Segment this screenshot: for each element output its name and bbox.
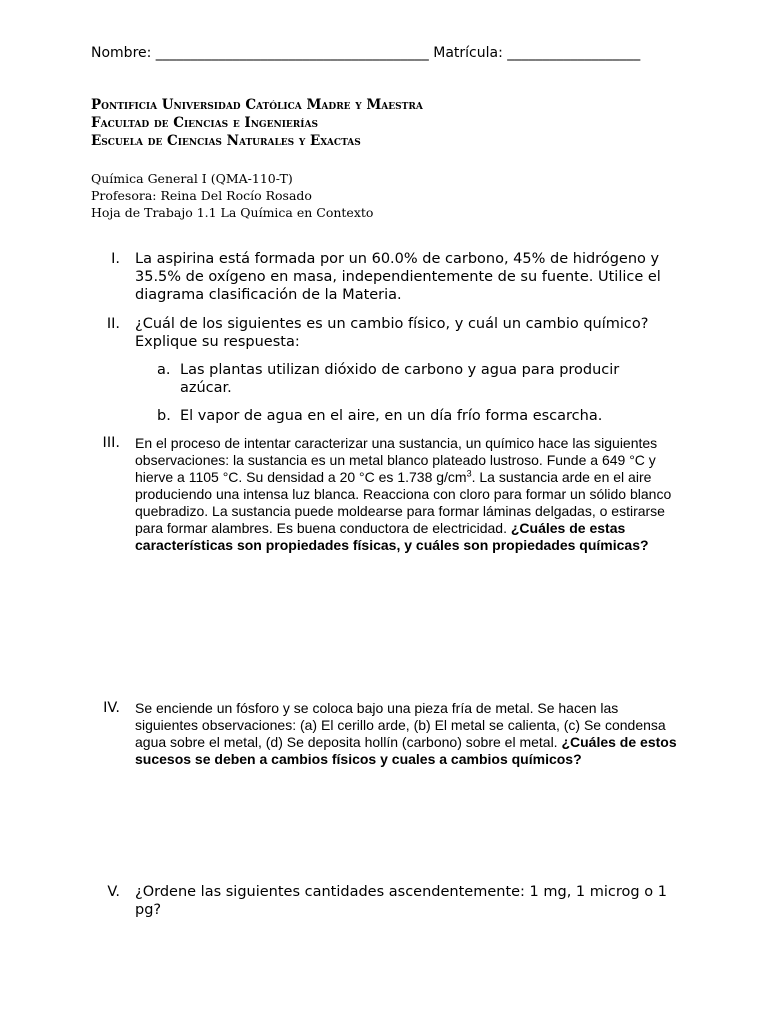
matricula-blank: ___________________ — [507, 45, 641, 61]
question-text: ¿Ordene las siguientes cantidades ascendentemente: 1 mg, 1 microg o 1 pg? — [135, 884, 667, 918]
option-text: El vapor de agua en el aire, en un día frío forma escarcha. — [180, 408, 603, 424]
student-info-line — [91, 45, 691, 61]
professor-name: Profesora: Reina Del Rocío Rosado — [91, 188, 312, 203]
question-text — [135, 435, 680, 554]
nombre-blank: _______________________________________ — [155, 45, 429, 61]
question-number: V. — [107, 884, 120, 900]
question-text-part: En el proceso de intentar caracterizar una sustancia, un químico hace las siguientes observaciones: la sustancia es un metal blanco plateado lustroso. Funde a 649 °C y hierve a 1105 °C. Su densidad a 20 °C es 1.738 g/cm — [135, 435, 658, 485]
question-text — [135, 700, 680, 768]
option-label: b. — [157, 408, 171, 424]
course-title: Química General I (QMA-110-T) — [91, 171, 293, 186]
institution-header — [91, 96, 691, 150]
question-prompt: ¿Cuáles de estas características son propiedades físicas, y cuáles son propiedades químicas? — [135, 520, 649, 553]
matricula-label: Matrícula: — [433, 45, 503, 61]
superscript: 3 — [466, 468, 472, 479]
question-text-part: . La sustancia arde en el aire produciendo una intensa luz blanca. Reacciona con cloro para formar un sólido blanco quebradizo. La sustancia puede moldearse para formar láminas delgadas, o estirarse para formar alambres. Es buena conductora de electricidad. — [135, 469, 672, 536]
question-text-part: Se enciende un fósforo y se coloca bajo una pieza fría de metal. Se hacen las siguientes observaciones: (a) El cerillo arde, (b) El metal se calienta, (c) Se condensa agua sobre el metal, (d) Se deposita hollín (carbono) sobre el metal. — [135, 700, 666, 750]
university-name: Pontificia Universidad Católica Madre y Maestra — [91, 97, 423, 113]
option-text: Las plantas utilizan dióxido de carbono y agua para producir azúcar. — [180, 362, 620, 396]
course-info — [91, 170, 691, 221]
question-prompt: ¿Cuáles de estos sucesos se deben a cambios físicos y cuales a cambios químicos? — [135, 734, 677, 767]
question-number: II. — [106, 316, 120, 332]
faculty-name: Facultad de Ciencias e Ingenierías — [91, 115, 318, 131]
school-name: Escuela de Ciencias Naturales y Exactas — [91, 133, 361, 149]
question-text: ¿Cuál de los siguientes es un cambio físico, y cuál un cambio químico? Explique su respuesta: — [135, 316, 649, 350]
question-number: III. — [102, 435, 120, 451]
option-label: a. — [157, 362, 171, 378]
worksheet-title: Hoja de Trabajo 1.1 La Química en Contexto — [91, 205, 374, 220]
question-number: I. — [111, 251, 120, 267]
question-text: La aspirina está formada por un 60.0% de carbono, 45% de hidrógeno y 35.5% de oxígeno en masa, independientemente de su fuente. Utilice el diagrama clasificación de la Materia. — [135, 251, 661, 303]
nombre-label: Nombre: — [91, 45, 152, 61]
question-number: IV. — [103, 700, 120, 716]
